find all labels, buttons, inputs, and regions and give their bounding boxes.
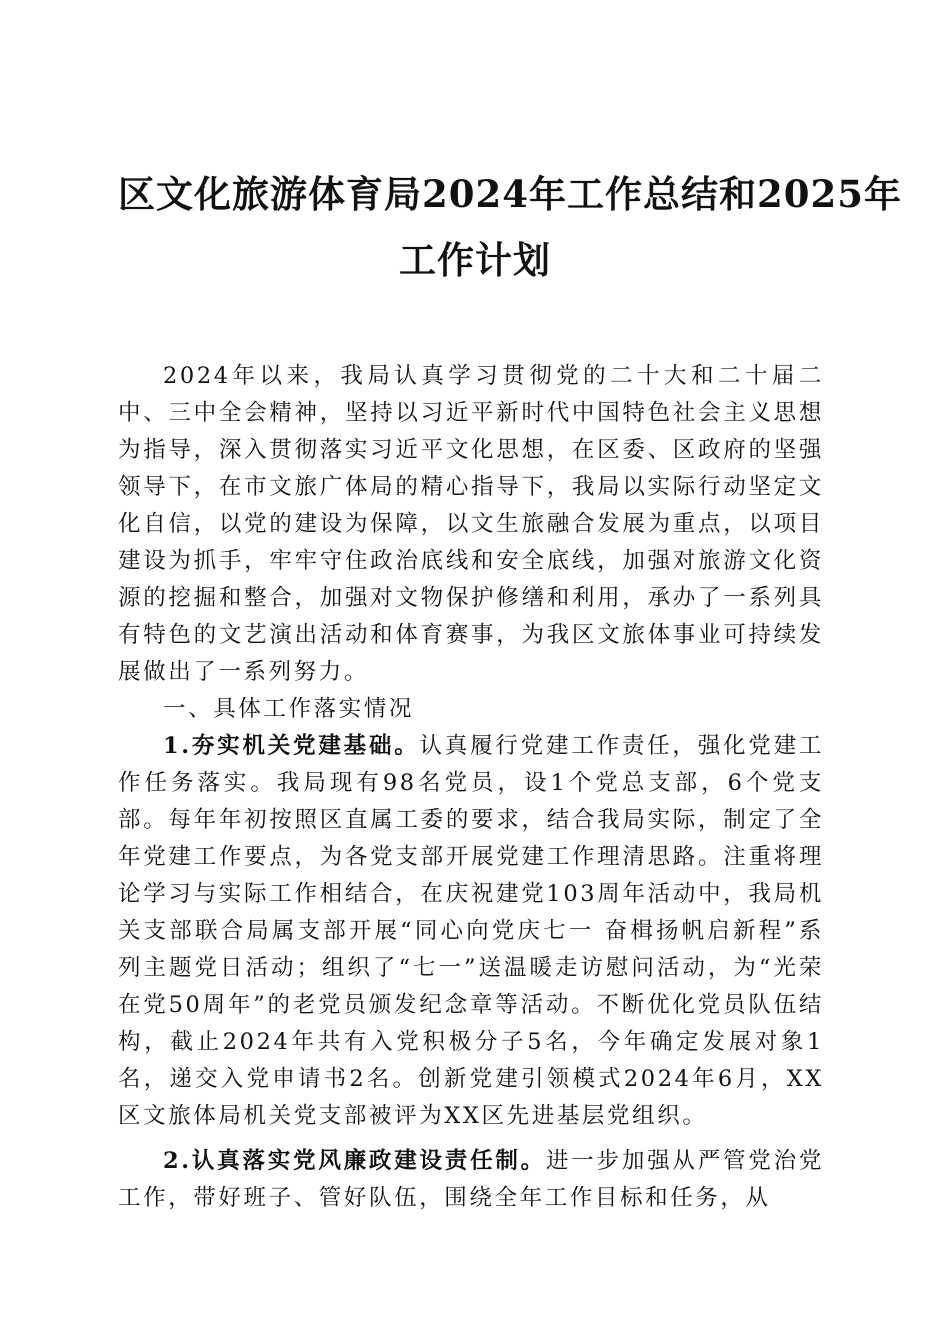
intro-paragraph: 2024年以来，我局认真学习贯彻党的二十大和二十届二中、三中全会精神，坚持以习近平新时代中国特色社会主义思想为指导，深入贯彻落实习近平文化思想，在区委、区政府的坚强领导下，在市文旅广体局的精心指导下，我局以实际行动坚定文化自信，以党的建设为保障，以文生旅融合发展为重点，以项目建设为抓手，牢牢守住政治底线和安全底线，加强对旅游文化资源的挖掘和整合，加强对文物保护修缮和利用，承办了一系列具有特色的文艺演出活动和体育赛事，为我区文旅体事业可持续发展做出了一系列努力。: [118, 363, 824, 685]
item-1-paragraph: [118, 728, 824, 1135]
document-title-line-1: 区文化旅游体育局2024年工作总结和2025年: [118, 172, 902, 216]
item-1-body: 认真履行党建工作责任，强化党建工作任务落实。我局现有98名党员，设1个党总支部，6个党支部。每年年初按照区直属工委的要求，结合我局实际，制定了全年党建工作要点，为各党支部开展党建工作理清思路。注重将理论学习与实际工作相结合，在庆祝建党103周年活动中，我局机关支部联合局属支部开展“同心向党庆七一 奋楫扬帆启新程”系列主题党日活动；组织了“七一”送温暖走访慰问活动，为“光荣在党50周年”的老党员颁发纪念章等活动。不断优化党员队伍结构，截止2024年共有入党积极分子5名，今年确定发展对象1名，递交入党申请书2名。创新党建引领模式2024年6月，XX区文旅体局机关党支部被评为XX区先进基层党组织。: [118, 733, 824, 1129]
item-2-body: 进一步加强从严管党治党工作，带好班子、管好队伍，围绕全年工作目标和任务，从: [118, 1148, 824, 1211]
item-1-heading: 1.夯实机关党建基础。: [163, 733, 420, 759]
document-title-line-2: 工作计划: [399, 238, 551, 282]
document-body: [118, 358, 824, 1217]
section-heading-1: 一、具体工作落实情况: [163, 696, 415, 722]
item-2-paragraph: [118, 1143, 824, 1217]
item-2-heading: 2.认真落实党风廉政建设责任制。: [163, 1148, 546, 1174]
